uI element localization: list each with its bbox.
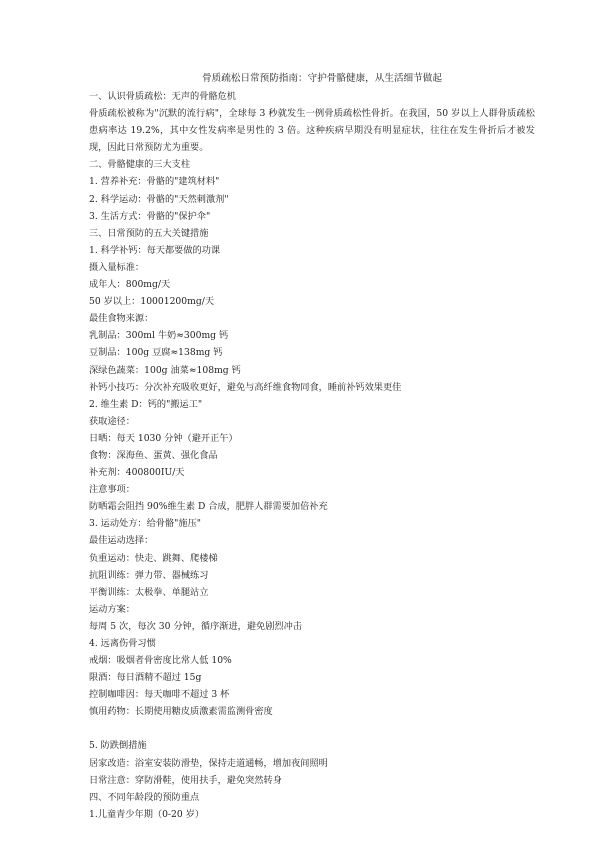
text-line: 每周 5 次，每次 30 分钟，循序渐进，避免剧烈冲击 [89,620,302,632]
text-line: 三、日常预防的五大关键措施 [89,227,209,239]
text-line: 居家改造：浴室安装防滑垫，保持走道通畅，增加夜间照明 [89,757,328,769]
text-line: 4. 远离伤骨习惯 [89,638,156,649]
text-line: 最佳食物来源： [89,313,154,325]
text-line: 食物：深海鱼、蛋黄、强化食品 [89,449,218,461]
text-line: 1.儿童青少年期（0-20 岁） [89,808,205,820]
body-paragraph: 骨质疏松被称为"沉默的流行病"，全球每 3 秒就发生一例骨质疏松性骨折。在我国，50 岁以上人群骨质疏松患病率达 19.2%，其中女性发病率是男性的 3 倍。这种疾病早期没有明显症状，往往在发生骨折后才被发现，因此日常预防尤为重要。 [89,108,535,154]
document-title: 骨质疏松日常预防指南：守护骨骼健康，从生活细节做起 [202,73,442,84]
text-line: 日晒：每天 1030 分钟（避开正午） [89,432,238,444]
text-line: 摄入量标准： [89,261,145,273]
blank-line [89,720,535,737]
text-line: 获取途径： [89,415,135,427]
text-line: 5. 防跌倒措施 [89,740,147,752]
text-line: 慎用药物：长期使用糖皮质激素需监测骨密度 [89,706,273,718]
text-line: 平衡训练：太极拳、单腿站立 [89,586,209,598]
text-line: 防晒霜会阻挡 90%维生素 D 合成，肥胖人群需要加倍补充 [89,501,328,513]
text-line: 日常注意：穿防滑鞋，使用扶手，避免突然转身 [89,774,282,786]
text-line: 戒烟：吸烟者骨密度比常人低 10% [89,655,232,667]
text-line: 2. 维生素 D：钙的"搬运工" [89,398,203,410]
text-line: 注意事项： [89,484,135,496]
text-line: 豆制品：100g 豆腐≈138mg 钙 [89,347,223,359]
text-line: 抗阻训练：弹力带、器械练习 [89,569,209,581]
text-line: 补钙小技巧：分次补充吸收更好，避免与高纤维食物同食，睡前补钙效果更佳 [89,381,402,393]
text-line: 3. 生活方式：骨骼的"保护伞" [89,210,211,222]
text-line: 二、骨骼健康的三大支柱 [89,159,191,171]
text-line: 深绿色蔬菜：100g 油菜≈108mg 钙 [89,364,241,376]
text-line: 四、不同年龄段的预防重点 [89,791,200,803]
text-line: 限酒：每日酒精不超过 15g [89,672,202,684]
text-line: 1. 营养补充：骨骼的"建筑材料" [89,176,220,188]
text-line: 最佳运动选择： [89,535,154,547]
text-line: 成年人：800mg/天 [89,279,171,291]
text-line: 50 岁以上：10001200mg/天 [89,296,215,308]
text-line: 控制咖啡因：每天咖啡不超过 3 杯 [89,689,230,701]
text-line: 3. 运动处方：给骨骼"施压" [89,518,202,530]
text-line: 乳制品：300ml 牛奶≈300mg 钙 [89,330,229,342]
document-body [89,88,535,823]
text-line: 一、认识骨质疏松：无声的骨骼危机 [89,91,236,102]
text-line: 2. 科学运动：骨骼的"天然刺激剂" [89,193,229,205]
text-line: 1. 科学补钙：每天都要做的功课 [89,244,221,256]
text-line: 负重运动：快走、跳舞、爬楼梯 [89,552,218,564]
text-line: 补充剂：400800IU/天 [89,467,185,479]
text-line: 运动方案： [89,603,135,615]
